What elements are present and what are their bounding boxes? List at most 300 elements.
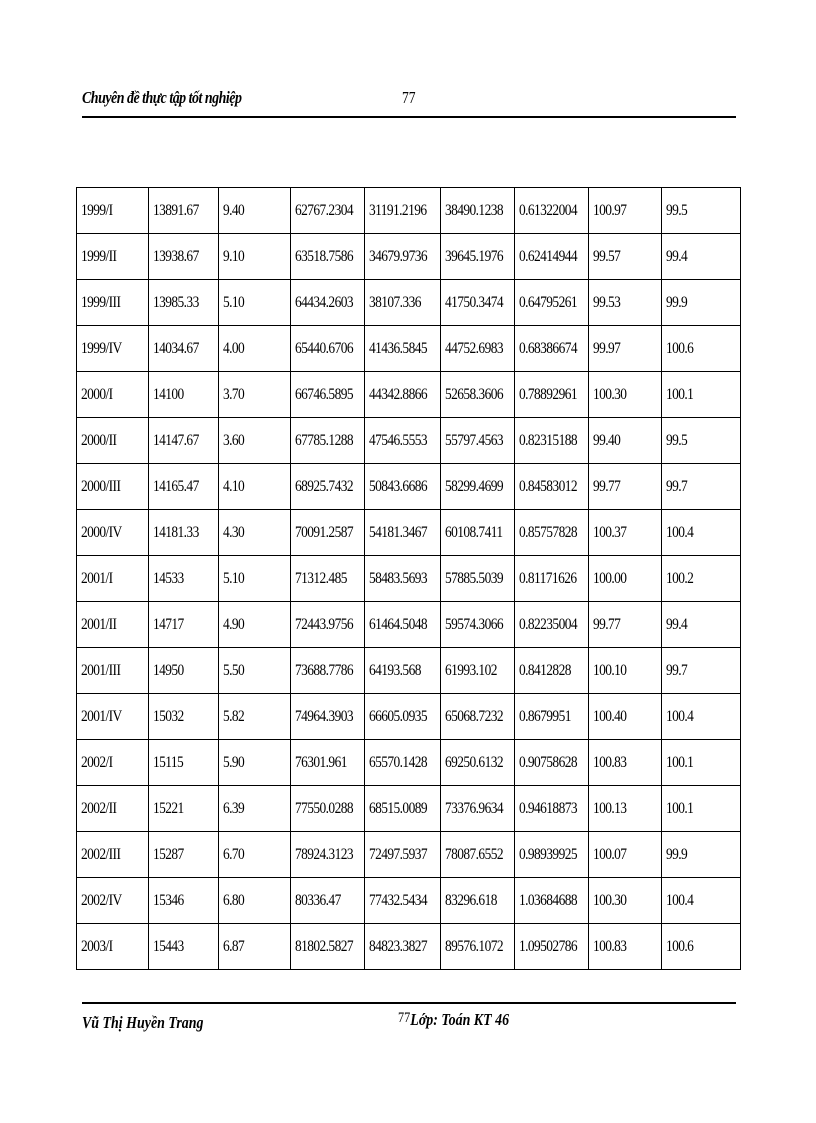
table-cell-text: 100.6 [666,937,694,955]
table-cell [515,648,589,694]
table-cell [219,602,291,648]
table-cell-text: 15287 [153,845,184,863]
table-cell-text: 13938.67 [153,247,199,265]
table-cell-text: 31191.2196 [369,201,427,219]
table-cell [291,648,365,694]
table-cell [291,510,365,556]
table-cell [589,510,662,556]
table-cell [365,280,441,326]
table-cell [589,280,662,326]
footer-class-label: Lớp: Toán KT 46 [410,1010,510,1029]
table-cell [77,372,149,418]
table-cell [441,326,515,372]
table-cell [291,602,365,648]
table-cell [365,418,441,464]
table-row [77,694,741,740]
table-row [77,326,741,372]
table-cell [149,510,219,556]
table-cell-text: 6.87 [223,937,245,955]
table-cell [77,924,149,970]
table-cell [441,510,515,556]
table-cell [515,280,589,326]
table-cell [589,464,662,510]
table-cell-text: 2003/I [81,937,113,955]
table-cell [219,648,291,694]
table-cell [589,832,662,878]
header-divider [82,116,736,118]
table-cell-text: 100.30 [593,891,627,909]
table-cell-text: 5.10 [223,569,245,587]
table-cell-text: 65068.7232 [445,707,503,725]
table-cell [441,832,515,878]
table-cell-text: 14034.67 [153,339,199,357]
table-cell [441,464,515,510]
table-cell-text: 2001/IV [81,707,122,725]
table-cell [365,694,441,740]
table-cell-text: 100.6 [666,339,694,357]
table-cell-text: 57885.5039 [445,569,503,587]
table-cell [515,832,589,878]
table-cell [365,602,441,648]
header-title: Chuyên đề thực tập tốt nghiệp [82,88,242,107]
table-cell-text: 4.30 [223,523,245,541]
table-cell-text: 83296.618 [445,891,497,909]
table-cell [149,464,219,510]
table-cell [662,648,741,694]
table-cell-text: 14950 [153,661,184,679]
table-cell-text: 1.09502786 [519,937,577,955]
table-cell-text: 0.94618873 [519,799,577,817]
table-cell-text: 69250.6132 [445,753,503,771]
table-cell-text: 0.84583012 [519,477,577,495]
table-cell-text: 0.62414944 [519,247,577,265]
table-cell-text: 77550.0288 [295,799,353,817]
table-cell-text: 81802.5827 [295,937,353,955]
table-cell-text: 14100 [153,385,184,403]
table-cell-text: 0.78892961 [519,385,577,403]
table-cell [149,878,219,924]
table-cell [219,740,291,786]
table-cell-text: 99.5 [666,201,688,219]
table-cell [441,234,515,280]
table-cell [365,832,441,878]
table-cell-text: 100.13 [593,799,627,817]
table-cell-text: 99.97 [593,339,621,357]
table-cell [441,556,515,602]
table-cell-text: 100.37 [593,523,627,541]
table-cell-text: 2002/IV [81,891,122,909]
table-cell [441,418,515,464]
table-cell [77,234,149,280]
table-cell [515,372,589,418]
table-cell-text: 70091.2587 [295,523,353,541]
table-cell-text: 100.10 [593,661,627,679]
table-cell [219,234,291,280]
table-cell-text: 2001/III [81,661,121,679]
table-cell-text: 100.83 [593,753,627,771]
table-cell [219,372,291,418]
table-cell [662,464,741,510]
table-cell [589,694,662,740]
table-cell [662,556,741,602]
page-header [82,86,736,116]
table-cell-text: 100.1 [666,753,694,771]
table-cell [149,556,219,602]
table-cell [365,740,441,786]
table-cell-text: 1999/III [81,293,121,311]
table-cell [219,510,291,556]
table-cell-text: 68925.7432 [295,477,353,495]
table-cell [219,786,291,832]
table-cell-text: 1999/II [81,247,117,265]
table-cell [219,832,291,878]
table-cell [291,280,365,326]
table-cell [365,326,441,372]
table-cell-text: 100.2 [666,569,694,587]
table-row [77,832,741,878]
table-cell [589,188,662,234]
table-cell-text: 72443.9756 [295,615,353,633]
table-cell [515,464,589,510]
table-cell-text: 73376.9634 [445,799,503,817]
table-cell [441,372,515,418]
table-cell [219,556,291,602]
table-cell-text: 15221 [153,799,184,817]
table-cell [149,372,219,418]
table-cell-text: 2000/III [81,477,121,495]
table-cell-text: 14181.33 [153,523,199,541]
table-cell [662,740,741,786]
table-cell [77,786,149,832]
table-cell-text: 4.10 [223,477,245,495]
table-cell-text: 15443 [153,937,184,955]
table-cell-text: 15346 [153,891,184,909]
table-cell [149,326,219,372]
table-cell-text: 2000/I [81,385,113,403]
table-cell-text: 5.10 [223,293,245,311]
table-cell [149,602,219,648]
table-cell [365,556,441,602]
table-cell [77,326,149,372]
table-cell [589,924,662,970]
table-cell-text: 100.4 [666,707,694,725]
table-cell [291,188,365,234]
table-row [77,786,741,832]
table-cell-text: 77432.5434 [369,891,427,909]
table-cell [77,694,149,740]
table-cell-text: 99.5 [666,431,688,449]
footer-class-block [398,1010,509,1030]
table-row [77,464,741,510]
table-cell [149,694,219,740]
table-cell-text: 89576.1072 [445,937,503,955]
table-cell [365,878,441,924]
table-cell-text: 55797.4563 [445,431,503,449]
table-cell [219,188,291,234]
table-cell [365,510,441,556]
table-cell [515,694,589,740]
table-cell [365,786,441,832]
table-cell [149,188,219,234]
table-cell [589,234,662,280]
table-cell [77,832,149,878]
table-cell-text: 100.1 [666,799,694,817]
table-cell-text: 14165.47 [153,477,199,495]
table-row [77,418,741,464]
table-cell [441,280,515,326]
table-cell [291,740,365,786]
table-cell [77,280,149,326]
table-cell [515,556,589,602]
table-cell-text: 99.40 [593,431,621,449]
table-cell [441,786,515,832]
table-cell [77,510,149,556]
table-cell [515,924,589,970]
table-row [77,740,741,786]
table-cell [515,602,589,648]
table-cell [291,464,365,510]
table-cell [149,234,219,280]
table-cell [291,234,365,280]
table-cell-text: 2001/II [81,615,117,633]
table-cell-text: 72497.5937 [369,845,427,863]
table-cell-text: 3.70 [223,385,245,403]
table-cell-text: 50843.6686 [369,477,427,495]
table-cell-text: 0.90758628 [519,753,577,771]
table-cell [441,740,515,786]
table-cell-text: 78924.3123 [295,845,353,863]
table-cell-text: 80336.47 [295,891,341,909]
table-cell [77,878,149,924]
table-cell-text: 0.82235004 [519,615,577,633]
table-cell-text: 0.81171626 [519,569,577,587]
table-cell-text: 76301.961 [295,753,347,771]
table-cell [515,510,589,556]
table-cell [441,648,515,694]
table-cell-text: 1999/IV [81,339,122,357]
table-cell-text: 2002/II [81,799,117,817]
table-cell [441,924,515,970]
table-cell [149,740,219,786]
table-cell-text: 4.00 [223,339,245,357]
table-cell-text: 5.90 [223,753,245,771]
table-cell [662,878,741,924]
table-cell [662,694,741,740]
table-cell-text: 0.61322004 [519,201,577,219]
table-cell [662,786,741,832]
table-cell-text: 100.1 [666,385,694,403]
table-cell-text: 4.90 [223,615,245,633]
table-cell [77,464,149,510]
table-cell [515,786,589,832]
table-cell-text: 67785.1288 [295,431,353,449]
table-cell [662,510,741,556]
data-table [76,187,741,970]
table-cell [219,924,291,970]
table-row [77,602,741,648]
header-page-number: 77 [402,88,416,107]
table-cell [291,372,365,418]
table-row [77,188,741,234]
table-cell-text: 5.50 [223,661,245,679]
table-cell-text: 14717 [153,615,184,633]
table-cell [662,602,741,648]
table-row [77,510,741,556]
table-row [77,648,741,694]
table-row [77,280,741,326]
table-cell [219,280,291,326]
table-cell [441,878,515,924]
table-cell-text: 61464.5048 [369,615,427,633]
table-cell [589,740,662,786]
table-cell [219,694,291,740]
table-row [77,924,741,970]
table-cell [365,464,441,510]
table-cell [365,372,441,418]
table-cell [219,418,291,464]
table-cell-text: 58299.4699 [445,477,503,495]
table-cell-text: 58483.5693 [369,569,427,587]
table-cell-text: 0.82315188 [519,431,577,449]
table-cell-text: 2000/IV [81,523,122,541]
table-cell-text: 38107.336 [369,293,421,311]
table-cell [589,648,662,694]
table-cell-text: 0.8679951 [519,707,571,725]
table-cell [662,832,741,878]
table-cell [662,326,741,372]
table-cell [589,602,662,648]
table-cell [365,648,441,694]
table-cell-text: 41750.3474 [445,293,503,311]
table-cell-text: 99.9 [666,845,688,863]
table-cell-text: 99.53 [593,293,621,311]
table-cell-text: 47546.5553 [369,431,427,449]
table-cell [149,786,219,832]
table-cell-text: 100.00 [593,569,627,587]
table-cell [515,234,589,280]
table-cell [589,326,662,372]
table-cell [441,188,515,234]
table-cell-text: 65570.1428 [369,753,427,771]
table-cell-text: 34679.9736 [369,247,427,265]
table-cell-text: 100.97 [593,201,627,219]
table-cell [291,832,365,878]
table-cell-text: 6.39 [223,799,245,817]
table-body [77,188,741,970]
table-cell-text: 0.68386674 [519,339,577,357]
table-cell-text: 99.9 [666,293,688,311]
table-cell [149,924,219,970]
table-cell [291,418,365,464]
table-cell-text: 13985.33 [153,293,199,311]
table-cell [219,326,291,372]
table-cell [589,372,662,418]
table-cell-text: 0.98939925 [519,845,577,863]
table-cell-text: 15115 [153,753,184,771]
table-cell [662,372,741,418]
table-cell [365,924,441,970]
table-row [77,234,741,280]
table-cell-text: 0.85757828 [519,523,577,541]
table-cell [291,326,365,372]
table-cell [77,740,149,786]
table-cell-text: 66746.5895 [295,385,353,403]
footer-divider [82,1002,736,1004]
table-cell-text: 0.64795261 [519,293,577,311]
table-cell-text: 100.4 [666,523,694,541]
table-cell-text: 100.30 [593,385,627,403]
table-cell-text: 60108.7411 [445,523,503,541]
table-cell-text: 74964.3903 [295,707,353,725]
table-cell-text: 1.03684688 [519,891,577,909]
table-cell [365,234,441,280]
table-cell-text: 66605.0935 [369,707,427,725]
table-cell-text: 100.07 [593,845,627,863]
table-cell-text: 99.77 [593,615,621,633]
table-cell [149,280,219,326]
table-cell-text: 2002/III [81,845,121,863]
table-cell-text: 9.40 [223,201,245,219]
table-cell [77,188,149,234]
table-cell-text: 14533 [153,569,184,587]
table-cell-text: 38490.1238 [445,201,503,219]
table-cell [589,786,662,832]
table-cell-text: 39645.1976 [445,247,503,265]
table-cell [77,556,149,602]
footer-page-number: 77 [398,1010,411,1026]
table-cell-text: 99.7 [666,661,688,679]
table-cell [149,418,219,464]
table-cell [515,878,589,924]
table-cell [441,694,515,740]
table-cell-text: 6.80 [223,891,245,909]
table-cell-text: 100.83 [593,937,627,955]
table-cell [77,418,149,464]
table-cell-text: 64434.2603 [295,293,353,311]
table-cell-text: 73688.7786 [295,661,353,679]
table-cell-text: 65440.6706 [295,339,353,357]
table-cell-text: 5.82 [223,707,245,725]
table-cell-text: 41436.5845 [369,339,427,357]
table-cell-text: 9.10 [223,247,245,265]
table-cell [291,786,365,832]
table-cell [589,556,662,602]
table-cell-text: 71312.485 [295,569,347,587]
table-cell [441,602,515,648]
table-cell-text: 44752.6983 [445,339,503,357]
table-cell [515,188,589,234]
table-cell [662,280,741,326]
table-cell-text: 99.4 [666,615,688,633]
table-cell-text: 13891.67 [153,201,199,219]
table-cell-text: 99.77 [593,477,621,495]
table-cell-text: 2000/II [81,431,117,449]
table-cell-text: 59574.3066 [445,615,503,633]
table-cell [662,234,741,280]
table-cell-text: 54181.3467 [369,523,427,541]
table-cell-text: 0.8412828 [519,661,571,679]
table-cell [365,188,441,234]
table-cell-text: 52658.3606 [445,385,503,403]
table-cell-text: 64193.568 [369,661,421,679]
table-cell [291,556,365,602]
table-cell [149,832,219,878]
table-row [77,878,741,924]
table-cell-text: 100.4 [666,891,694,909]
table-cell [291,878,365,924]
table-cell-text: 84823.3827 [369,937,427,955]
table-cell-text: 15032 [153,707,184,725]
